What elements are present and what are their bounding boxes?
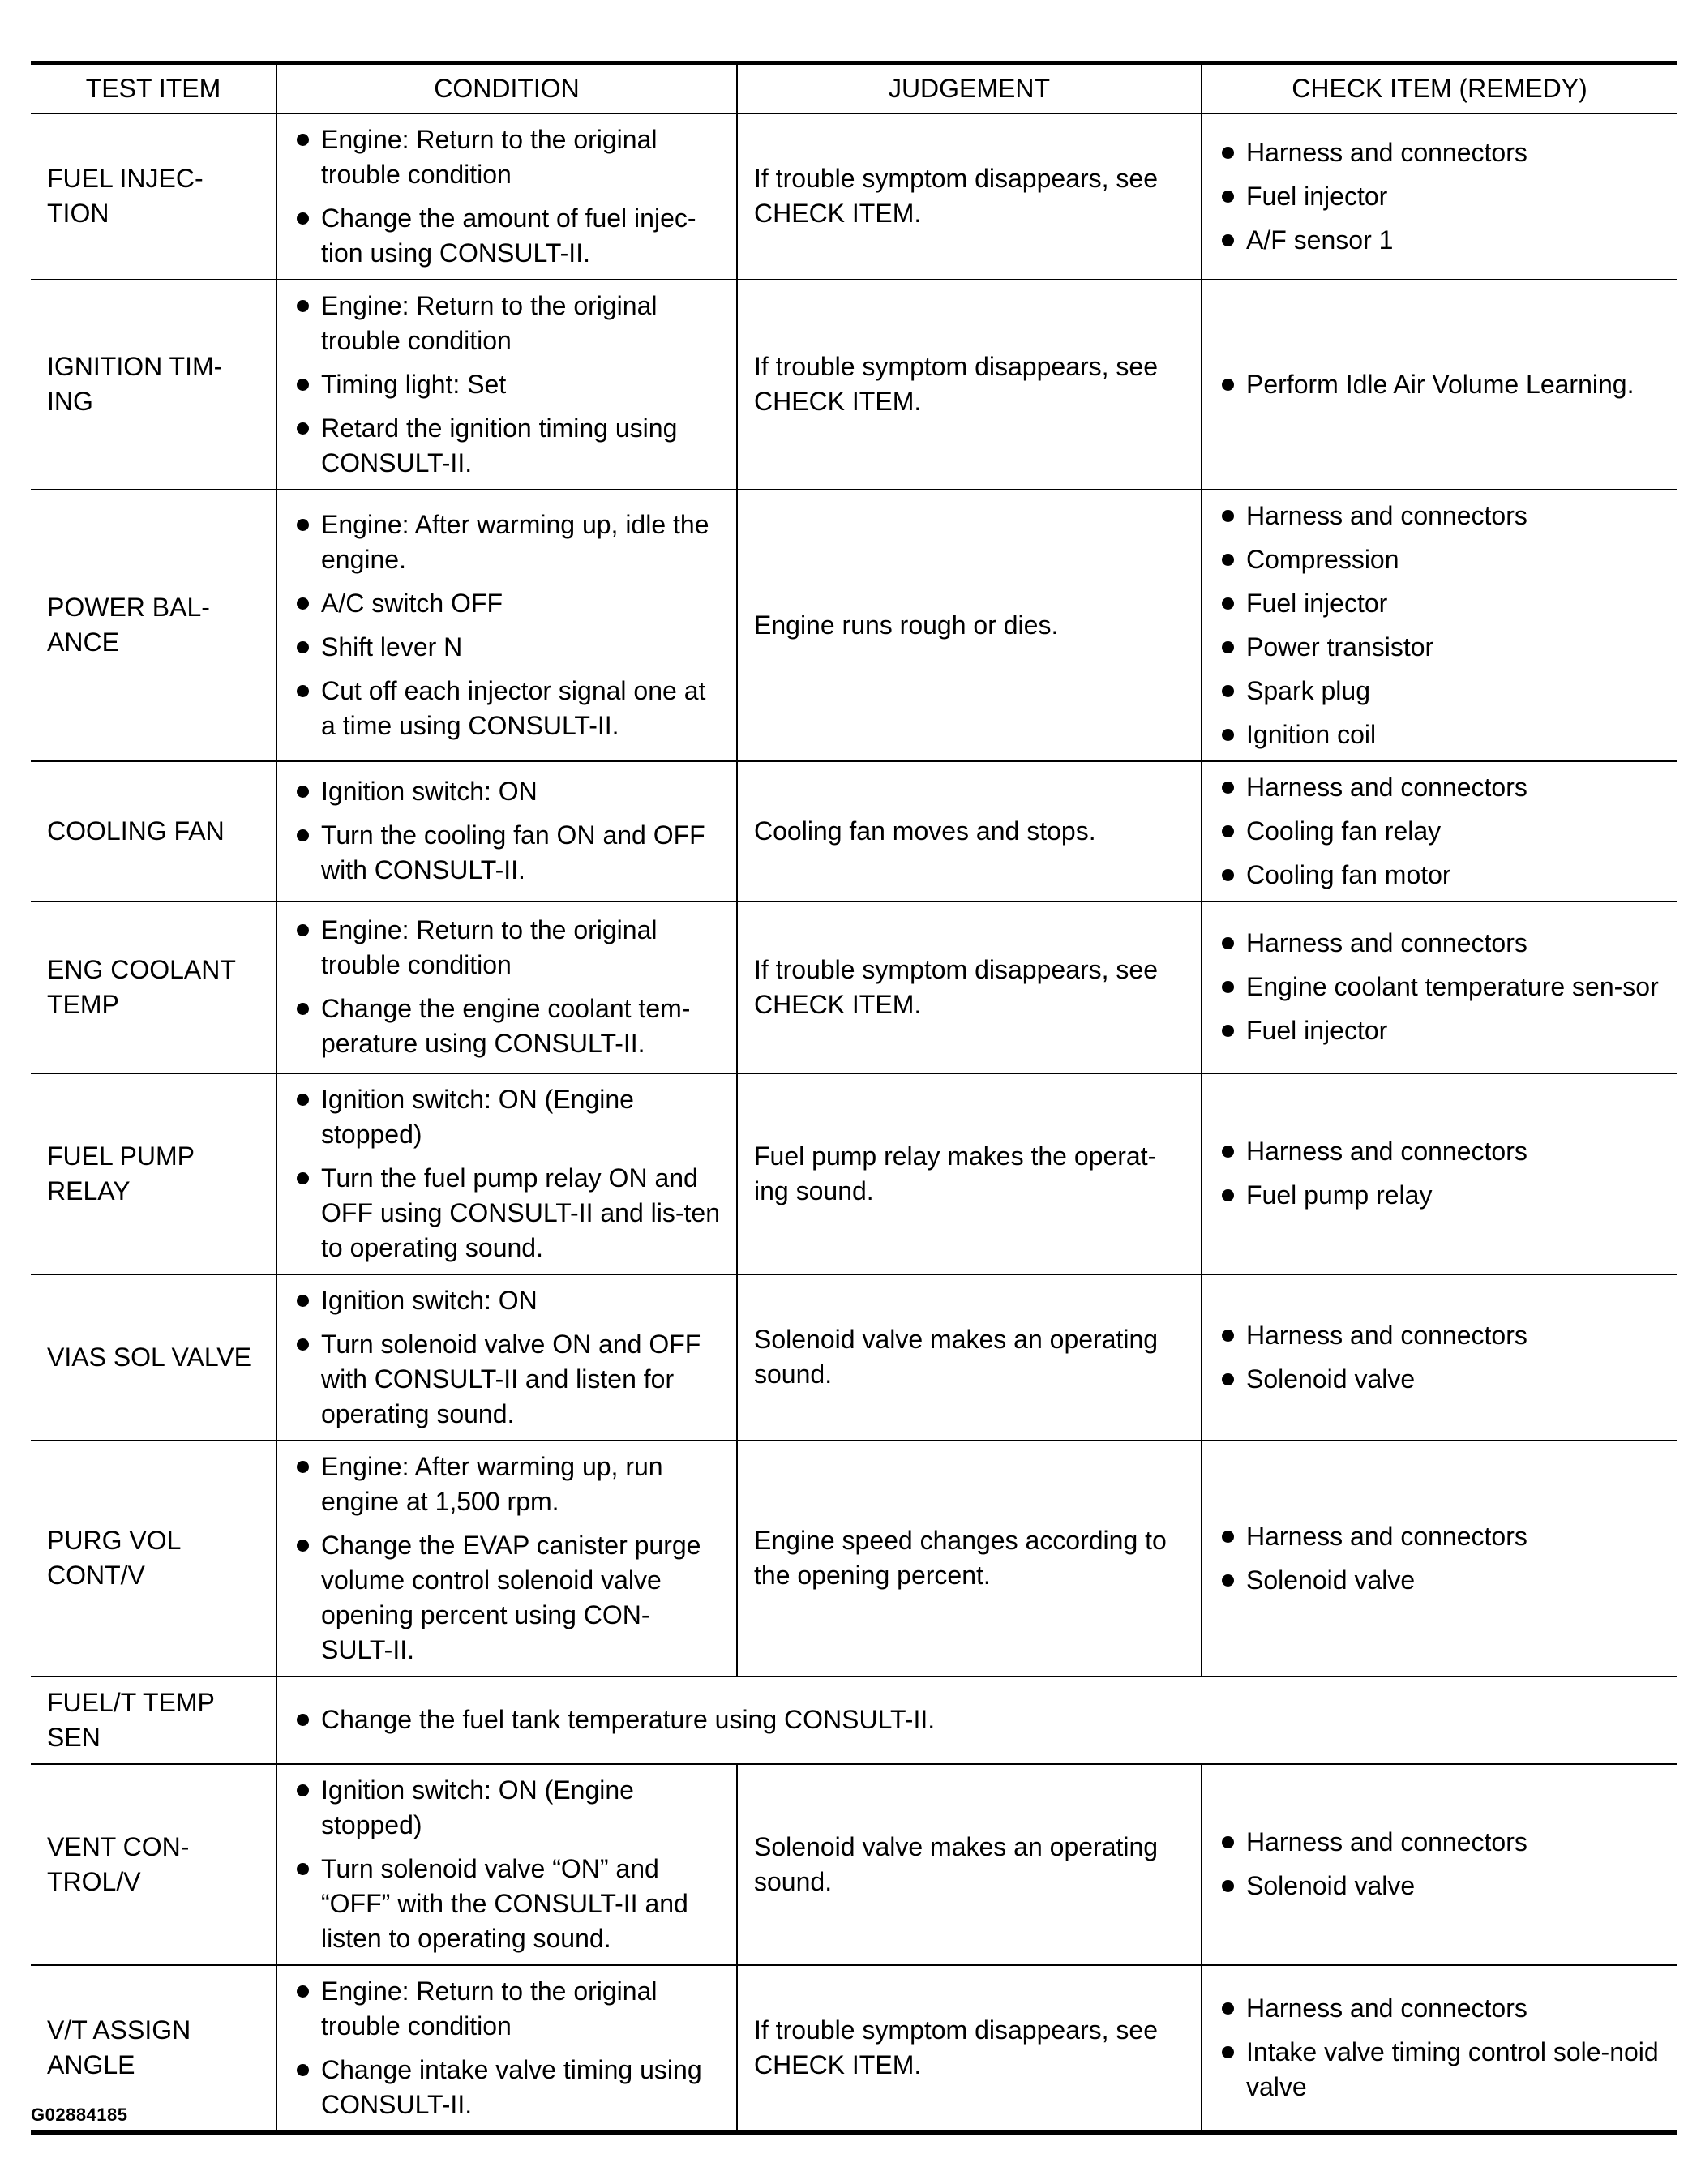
bullet-dot-icon	[297, 2064, 309, 2076]
table-row	[31, 113, 1677, 280]
bullet-dot-icon	[297, 1338, 309, 1351]
test-item-name: FUEL INJEC-TION	[47, 164, 204, 228]
bullet-dot-icon	[297, 641, 309, 653]
check-bullet: Perform Idle Air Volume Learning.	[1219, 367, 1660, 402]
check-bullet: Compression	[1219, 542, 1660, 577]
bullet-dot-icon	[1222, 510, 1234, 522]
check-bullet: Solenoid valve	[1219, 1869, 1660, 1904]
check-bullet: Fuel injector	[1219, 1013, 1660, 1048]
bullet-dot-icon	[1222, 1531, 1234, 1543]
check-item-cell	[1202, 1965, 1677, 2133]
bullet-dot-icon	[297, 1094, 309, 1106]
bullet-dot-icon	[1222, 1373, 1234, 1385]
test-item-name: ENG COOLANT TEMP	[47, 954, 236, 1019]
bullet-dot-icon	[1222, 597, 1234, 610]
check-bullet: Harness and connectors	[1219, 1519, 1660, 1554]
table-row	[31, 1965, 1677, 2133]
judgement-cell: Cooling fan moves and stops.	[737, 761, 1202, 901]
test-item-name: PURG VOL CONT/V	[47, 1526, 181, 1590]
condition-cell	[276, 1764, 737, 1965]
judgement-cell: Fuel pump relay makes the operat-ing sound.	[737, 1073, 1202, 1274]
bullet-dot-icon	[1222, 1189, 1234, 1201]
judgement-cell: Engine speed changes according to the opening percent.	[737, 1441, 1202, 1677]
check-bullet: Cooling fan relay	[1219, 814, 1660, 849]
test-item-name: POWER BAL-ANCE	[47, 593, 210, 657]
check-bullet: Harness and connectors	[1219, 1991, 1660, 2026]
bullet-dot-icon	[1222, 641, 1234, 653]
condition-bullet: Timing light: Set	[293, 367, 720, 402]
condition-bullet: Ignition switch: ON	[293, 774, 720, 809]
bullet-dot-icon	[1222, 1574, 1234, 1587]
judgement-cell: Solenoid valve makes an operating sound.	[737, 1274, 1202, 1441]
check-bullet: Fuel injector	[1219, 586, 1660, 621]
bullet-dot-icon	[297, 519, 309, 531]
bullet-dot-icon	[297, 1295, 309, 1307]
bullet-dot-icon	[1222, 2002, 1234, 2015]
table-row	[31, 280, 1677, 490]
check-bullet: Fuel pump relay	[1219, 1178, 1660, 1213]
condition-cell	[276, 761, 737, 901]
test-item-name: VENT CON-TROL/V	[47, 1831, 190, 1896]
condition-bullet: Change the EVAP canister purge volume control solenoid valve opening percent using CON-SULT-II.	[293, 1528, 720, 1668]
table-row	[31, 1274, 1677, 1441]
bullet-dot-icon	[1222, 1330, 1234, 1342]
condition-bullet: Turn the fuel pump relay ON and OFF using CONSULT-II and lis-ten to operating sound.	[293, 1161, 720, 1265]
condition-bullet: Engine: Return to the original trouble condition	[293, 289, 720, 358]
check-bullet: Intake valve timing control sole-noid valve	[1219, 2035, 1660, 2105]
test-item-cell	[31, 490, 276, 761]
condition-bullet: Engine: After warming up, idle the engine.	[293, 507, 720, 577]
condition-bullet: Retard the ignition timing using CONSULT-II.	[293, 411, 720, 481]
condition-cell	[276, 113, 737, 280]
judgement-cell: If trouble symptom disappears, see CHECK ITEM.	[737, 901, 1202, 1073]
check-bullet: Harness and connectors	[1219, 1134, 1660, 1169]
bullet-dot-icon	[297, 1714, 309, 1726]
check-bullet: Harness and connectors	[1219, 135, 1660, 170]
bullet-dot-icon	[1222, 729, 1234, 741]
condition-cell-spanning	[276, 1677, 1677, 1764]
condition-bullet: Turn solenoid valve “ON” and “OFF” with the CONSULT-II and listen to operating sound.	[293, 1852, 720, 1956]
table-row	[31, 761, 1677, 901]
test-item-cell	[31, 1274, 276, 1441]
table-body	[31, 113, 1677, 2133]
bullet-dot-icon	[1222, 2046, 1234, 2058]
check-bullet: Harness and connectors	[1219, 1318, 1660, 1353]
bullet-dot-icon	[1222, 937, 1234, 949]
table-row	[31, 490, 1677, 761]
table-row	[31, 1441, 1677, 1677]
test-item-name: FUEL/T TEMP SEN	[47, 1687, 215, 1752]
check-item-cell	[1202, 1441, 1677, 1677]
condition-bullet: Ignition switch: ON (Engine stopped)	[293, 1082, 720, 1152]
table-row	[31, 901, 1677, 1073]
condition-cell	[276, 1274, 737, 1441]
active-test-table	[31, 61, 1677, 2135]
bullet-dot-icon	[297, 597, 309, 610]
bullet-dot-icon	[1222, 685, 1234, 697]
bullet-dot-icon	[1222, 554, 1234, 566]
bullet-dot-icon	[297, 379, 309, 391]
bullet-dot-icon	[1222, 379, 1234, 391]
figure-id: G02884185	[31, 2105, 128, 2125]
check-bullet: Harness and connectors	[1219, 499, 1660, 533]
bullet-dot-icon	[297, 924, 309, 936]
condition-bullet: Shift lever N	[293, 630, 720, 665]
bullet-dot-icon	[297, 300, 309, 312]
table-row	[31, 1677, 1677, 1764]
condition-bullet: Engine: Return to the original trouble condition	[293, 122, 720, 192]
test-item-cell	[31, 901, 276, 1073]
bullet-dot-icon	[297, 1461, 309, 1473]
bullet-dot-icon	[297, 1784, 309, 1796]
test-item-cell	[31, 280, 276, 490]
header-judgement: JUDGEMENT	[737, 63, 1202, 113]
bullet-dot-icon	[1222, 234, 1234, 246]
bullet-dot-icon	[297, 212, 309, 225]
test-item-cell	[31, 113, 276, 280]
condition-bullet: Change intake valve timing using CONSULT-II.	[293, 2053, 720, 2122]
check-item-cell	[1202, 1764, 1677, 1965]
bullet-dot-icon	[1222, 981, 1234, 993]
check-bullet: Fuel injector	[1219, 179, 1660, 214]
check-bullet: Harness and connectors	[1219, 1825, 1660, 1860]
check-bullet: Engine coolant temperature sen-sor	[1219, 970, 1660, 1004]
check-bullet: Power transistor	[1219, 630, 1660, 665]
check-item-cell	[1202, 761, 1677, 901]
test-item-name: IGNITION TIM-ING	[47, 352, 223, 416]
bullet-dot-icon	[297, 1863, 309, 1875]
bullet-dot-icon	[1222, 869, 1234, 881]
test-item-cell	[31, 1677, 276, 1764]
condition-bullet: Turn the cooling fan ON and OFF with CONSULT-II.	[293, 818, 720, 888]
header-check-item: CHECK ITEM (REMEDY)	[1202, 63, 1677, 113]
check-item-cell	[1202, 1274, 1677, 1441]
check-item-cell	[1202, 280, 1677, 490]
check-bullet: Solenoid valve	[1219, 1563, 1660, 1598]
bullet-dot-icon	[297, 829, 309, 841]
header-test-item: TEST ITEM	[31, 63, 276, 113]
condition-cell	[276, 1441, 737, 1677]
bullet-dot-icon	[1222, 1880, 1234, 1892]
check-bullet: A/F sensor 1	[1219, 223, 1660, 258]
condition-bullet: Engine: Return to the original trouble condition	[293, 913, 720, 983]
judgement-cell: If trouble symptom disappears, see CHECK ITEM.	[737, 113, 1202, 280]
condition-cell	[276, 901, 737, 1073]
condition-cell	[276, 1073, 737, 1274]
condition-bullet: Ignition switch: ON	[293, 1283, 720, 1318]
check-item-cell	[1202, 113, 1677, 280]
judgement-cell: Solenoid valve makes an operating sound.	[737, 1764, 1202, 1965]
condition-bullet: Change the engine coolant tem-perature using CONSULT-II.	[293, 991, 720, 1061]
bullet-dot-icon	[297, 1540, 309, 1552]
bullet-dot-icon	[297, 134, 309, 146]
check-item-cell	[1202, 1073, 1677, 1274]
test-item-name: VIAS SOL VALVE	[47, 1342, 251, 1372]
bullet-dot-icon	[297, 422, 309, 435]
check-item-cell	[1202, 901, 1677, 1073]
condition-bullet: Turn solenoid valve ON and OFF with CONSULT-II and listen for operating sound.	[293, 1327, 720, 1432]
condition-cell	[276, 490, 737, 761]
bullet-dot-icon	[297, 1003, 309, 1015]
bullet-dot-icon	[297, 1172, 309, 1184]
judgement-cell: If trouble symptom disappears, see CHECK ITEM.	[737, 1965, 1202, 2133]
judgement-cell: If trouble symptom disappears, see CHECK ITEM.	[737, 280, 1202, 490]
header-row	[31, 63, 1677, 113]
check-bullet: Harness and connectors	[1219, 770, 1660, 805]
check-bullet: Spark plug	[1219, 674, 1660, 709]
check-bullet: Harness and connectors	[1219, 926, 1660, 961]
judgement-cell: Engine runs rough or dies.	[737, 490, 1202, 761]
test-item-cell	[31, 1764, 276, 1965]
bullet-dot-icon	[1222, 147, 1234, 159]
bullet-dot-icon	[297, 786, 309, 798]
bullet-dot-icon	[1222, 1025, 1234, 1037]
check-bullet: Cooling fan motor	[1219, 858, 1660, 893]
check-item-cell	[1202, 490, 1677, 761]
condition-bullet: Engine: After warming up, run engine at 1,500 rpm.	[293, 1450, 720, 1519]
check-bullet: Ignition coil	[1219, 717, 1660, 752]
test-item-cell	[31, 761, 276, 901]
condition-bullet: Cut off each injector signal one at a time using CONSULT-II.	[293, 674, 720, 743]
bullet-dot-icon	[1222, 191, 1234, 203]
table-row	[31, 1073, 1677, 1274]
condition-cell	[276, 280, 737, 490]
bullet-dot-icon	[297, 1985, 309, 1998]
condition-bullet: Ignition switch: ON (Engine stopped)	[293, 1773, 720, 1843]
table-row	[31, 1764, 1677, 1965]
condition-bullet: A/C switch OFF	[293, 586, 720, 621]
test-item-name: FUEL PUMP RELAY	[47, 1141, 195, 1205]
bullet-dot-icon	[1222, 1146, 1234, 1158]
condition-bullet: Change the fuel tank temperature using CONSULT-II.	[293, 1702, 1660, 1737]
bullet-dot-icon	[1222, 1836, 1234, 1848]
test-item-name: COOLING FAN	[47, 816, 225, 846]
check-bullet: Solenoid valve	[1219, 1362, 1660, 1397]
test-item-cell	[31, 1441, 276, 1677]
table-header	[31, 63, 1677, 113]
condition-bullet: Engine: Return to the original trouble condition	[293, 1974, 720, 2044]
bullet-dot-icon	[1222, 825, 1234, 837]
condition-cell	[276, 1965, 737, 2133]
test-item-name: V/T ASSIGN ANGLE	[47, 2015, 191, 2079]
bullet-dot-icon	[297, 685, 309, 697]
header-condition: CONDITION	[276, 63, 737, 113]
test-item-cell	[31, 1073, 276, 1274]
condition-bullet: Change the amount of fuel injec-tion using CONSULT-II.	[293, 201, 720, 271]
bullet-dot-icon	[1222, 782, 1234, 794]
